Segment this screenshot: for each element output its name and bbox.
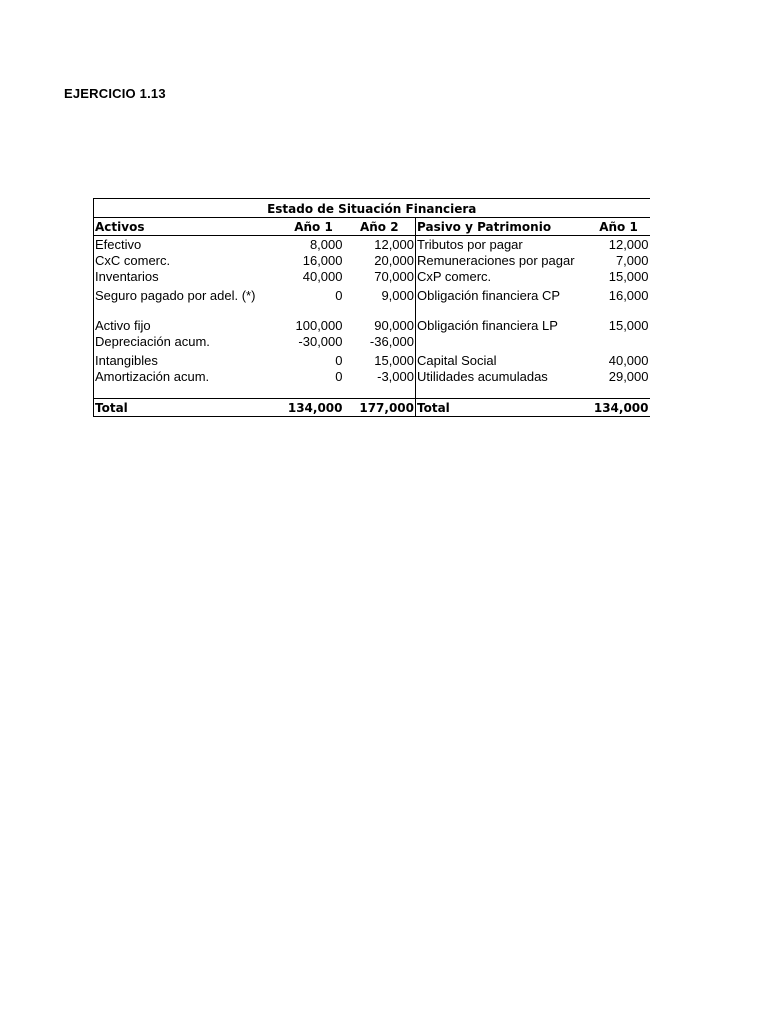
liability-year1: 16,000 (608, 288, 649, 303)
exercise-title: EJERCICIO 1.13 (64, 86, 166, 101)
total-assets-year1: 134,000 (284, 399, 344, 417)
header-assets: Activos (94, 218, 284, 236)
spacer-row (94, 384, 650, 399)
asset-year1: -30,000 (298, 334, 343, 349)
asset-label: Amortización acum. (94, 368, 284, 384)
liability-year1: 40,000 (608, 353, 649, 368)
asset-year1: 100,000 (295, 318, 343, 333)
asset-year2: 15,000 (344, 349, 416, 368)
table-row (94, 252, 650, 268)
asset-label: CxC comerc. (94, 252, 284, 268)
balance-sheet-table (93, 198, 650, 417)
liability-label: Obligación financiera CP (417, 288, 561, 303)
asset-label: Intangibles (94, 349, 284, 368)
asset-year2: 20,000 (344, 252, 416, 268)
liability-year1: 12,000 (608, 237, 649, 252)
asset-year1: 16,000 (302, 253, 343, 268)
liability-label (416, 333, 588, 349)
asset-label: Activo fijo (94, 317, 284, 333)
table-row (94, 268, 650, 284)
table-row (94, 368, 650, 384)
asset-year1: 8,000 (309, 237, 343, 252)
table-row (94, 236, 650, 253)
asset-year2: 70,000 (344, 268, 416, 284)
liability-label: Utilidades acumuladas (417, 369, 548, 384)
asset-year2: 12,000 (344, 236, 416, 253)
asset-year2: 90,000 (344, 317, 416, 333)
header-liab-year1: Año 1 (588, 218, 650, 236)
total-assets-year2: 177,000 (344, 399, 416, 417)
table-row (94, 317, 650, 333)
total-row (94, 399, 650, 417)
liability-year1: 15,000 (608, 318, 649, 333)
asset-year2: 9,000 (344, 284, 416, 303)
liability-year1: 7,000 (615, 253, 649, 268)
liability-year1: 29,000 (608, 369, 649, 384)
asset-year1: 0 (335, 369, 343, 384)
liability-year1 (588, 333, 650, 349)
asset-year2: -36,000 (344, 333, 416, 349)
asset-year1: 0 (335, 353, 343, 368)
liability-label: Tributos por pagar (417, 237, 523, 252)
table-row (94, 333, 650, 349)
table-row (94, 349, 650, 368)
table-title-row (94, 199, 650, 218)
liability-label: Capital Social (417, 353, 497, 368)
liability-label: Remuneraciones por pagar (417, 253, 575, 268)
total-liabilities-year1: 134,000 (588, 399, 650, 417)
asset-label: Seguro pagado por adel. (*) (94, 284, 284, 303)
total-assets-label: Total (94, 399, 284, 417)
asset-year2: -3,000 (344, 368, 416, 384)
table-header-row (94, 218, 650, 236)
asset-label: Depreciación acum. (94, 333, 284, 349)
spacer-row (94, 303, 650, 317)
total-liabilities-label: Total (416, 399, 588, 417)
table-row (94, 284, 650, 303)
asset-label: Inventarios (94, 268, 284, 284)
table-title: Estado de Situación Financiera (94, 199, 650, 218)
asset-year1: 40,000 (302, 269, 343, 284)
liability-label: Obligación financiera LP (417, 318, 558, 333)
header-liabilities: Pasivo y Patrimonio (416, 218, 588, 236)
header-year1: Año 1 (284, 218, 344, 236)
asset-year1: 0 (335, 288, 343, 303)
liability-year1: 15,000 (608, 269, 649, 284)
liability-label: CxP comerc. (417, 269, 492, 284)
header-year2: Año 2 (344, 218, 416, 236)
asset-label: Efectivo (94, 236, 284, 253)
